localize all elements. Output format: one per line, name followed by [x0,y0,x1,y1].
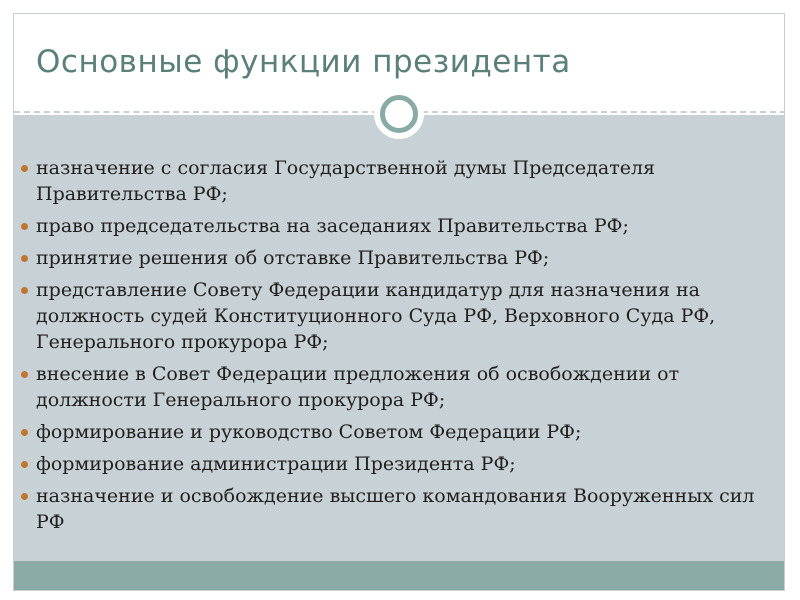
bullet-text: представление Совету Федерации кандидатур для назначения на должность судей Конституционного Суда РФ, Верховного Суда РФ, Генерального прокурора РФ; [36,279,716,353]
bullet-text: внесение в Совет Федерации предложения об освобождении от должности Генерального прокурора РФ; [36,363,680,411]
bullet-list [18,155,758,541]
bullet-dot-icon [21,429,28,436]
bullet-dot-icon [21,371,28,378]
bullet-item [18,483,758,535]
bullet-item [18,419,758,445]
bullet-text: назначение и освобождение высшего командования Вооруженных сил РФ [36,485,755,533]
bullet-dot-icon [21,493,28,500]
bullet-text: право председательства на заседаниях Правительства РФ; [36,215,629,237]
bullet-dot-icon [21,461,28,468]
bullet-item [18,155,758,207]
bullet-text: назначение с согласия Государственной думы Председателя Правительства РФ; [36,157,656,205]
bullet-dot-icon [21,255,28,262]
bullet-item [18,361,758,413]
bullet-text: принятие решения об отставке Правительства РФ; [36,247,550,269]
bullet-item [18,451,758,477]
bullet-dot-icon [21,165,28,172]
bullet-text: формирование администрации Президента РФ; [36,453,516,475]
slide-title: Основные функции президента [36,44,571,80]
bullet-text: формирование и руководство Советом Федерации РФ; [36,421,582,443]
bullet-dot-icon [21,287,28,294]
bullet-item [18,213,758,239]
bottom-accent-bar [14,561,785,591]
bullet-item [18,277,758,355]
bullet-item [18,245,758,271]
circle-ornament-icon [380,95,418,133]
bullet-dot-icon [21,223,28,230]
